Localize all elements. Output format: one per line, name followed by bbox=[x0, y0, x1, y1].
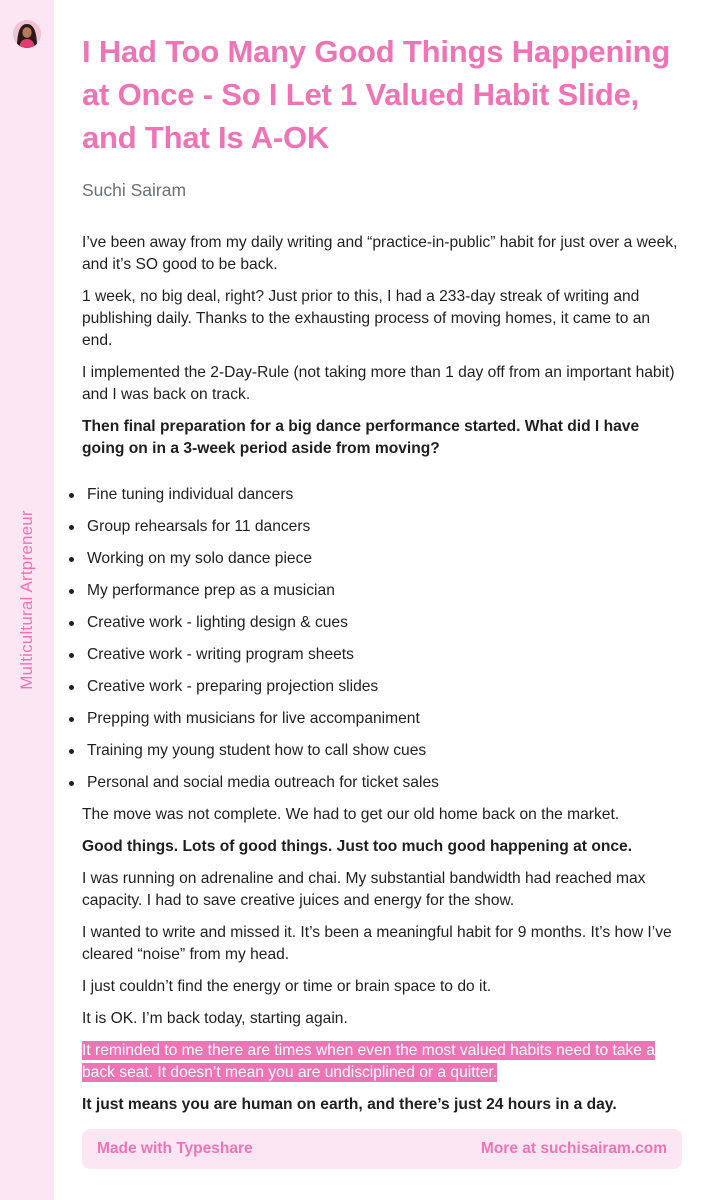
list-item: Creative work - lighting design & cues bbox=[82, 612, 682, 644]
sidebar bbox=[0, 0, 54, 1200]
paragraph: I’ve been away from my daily writing and “practice-in-public” habit for just over a week, and it’s SO good to be back. bbox=[82, 234, 678, 273]
author-avatar[interactable] bbox=[13, 20, 41, 48]
list-item: Prepping with musicians for live accompaniment bbox=[82, 708, 682, 740]
list-item: Training my young student how to call show cues bbox=[82, 740, 682, 772]
list-item: My performance prep as a musician bbox=[82, 580, 682, 612]
paragraph-bold: It just means you are human on earth, and there’s just 24 hours in a day. bbox=[82, 1096, 617, 1113]
article-author[interactable]: Suchi Sairam bbox=[82, 180, 187, 200]
paragraph-bold: Good things. Lots of good things. Just too much good happening at once. bbox=[82, 838, 633, 855]
sidebar-tagline: Multicultural Artpreneur bbox=[17, 510, 36, 690]
made-with-typeshare-link[interactable]: Made with Typeshare bbox=[97, 1140, 253, 1157]
list-item: Group rehearsals for 11 dancers bbox=[82, 516, 682, 548]
paragraph: I wanted to write and missed it. It’s been a meaningful habit for 9 months. It’s how I’ve cleared “noise” from my head. bbox=[82, 924, 672, 963]
highlight-text: It reminded to me there are times when even the most valued habits need to take a back seat. It doesn’t mean you are undisciplined or a quitter. bbox=[82, 1042, 655, 1081]
paragraph: 1 week, no big deal, right? Just prior to this, I had a 233-day streak of writing and publishing daily. Thanks to the exhausting process of moving homes, it came to an end. bbox=[82, 288, 651, 349]
list-item: Creative work - writing program sheets bbox=[82, 644, 682, 676]
list-item: Fine tuning individual dancers bbox=[82, 484, 682, 516]
paragraph: I was running on adrenaline and chai. My substantial bandwidth had reached max capacity. I had to save creative juices and energy for the show. bbox=[82, 870, 646, 909]
paragraph: It is OK. I’m back today, starting again. bbox=[82, 1010, 348, 1027]
highlighted-paragraph bbox=[82, 1040, 682, 1084]
footer-bar bbox=[82, 1129, 682, 1169]
paragraph: The move was not complete. We had to get our old home back on the market. bbox=[82, 806, 620, 823]
article-body bbox=[82, 232, 682, 1116]
article-title: I Had Too Many Good Things Happening at Once - So I Let 1 Valued Habit Slide, and That Is A-OK bbox=[82, 34, 671, 155]
list-item: Personal and social media outreach for ticket sales bbox=[82, 772, 682, 794]
list-item: Working on my solo dance piece bbox=[82, 548, 682, 580]
paragraph: I just couldn’t find the energy or time or brain space to do it. bbox=[82, 978, 492, 995]
article bbox=[82, 30, 682, 1126]
website-link[interactable]: More at suchisairam.com bbox=[480, 1140, 667, 1157]
list-item: Creative work - preparing projection slides bbox=[82, 676, 682, 708]
paragraph: I implemented the 2-Day-Rule (not taking more than 1 day off from an important habit) and I was back on track. bbox=[82, 364, 675, 403]
paragraph-bold: Then final preparation for a big dance performance started. What did I have going on in a 3-week period aside from moving? bbox=[82, 418, 640, 457]
task-list bbox=[82, 484, 682, 794]
